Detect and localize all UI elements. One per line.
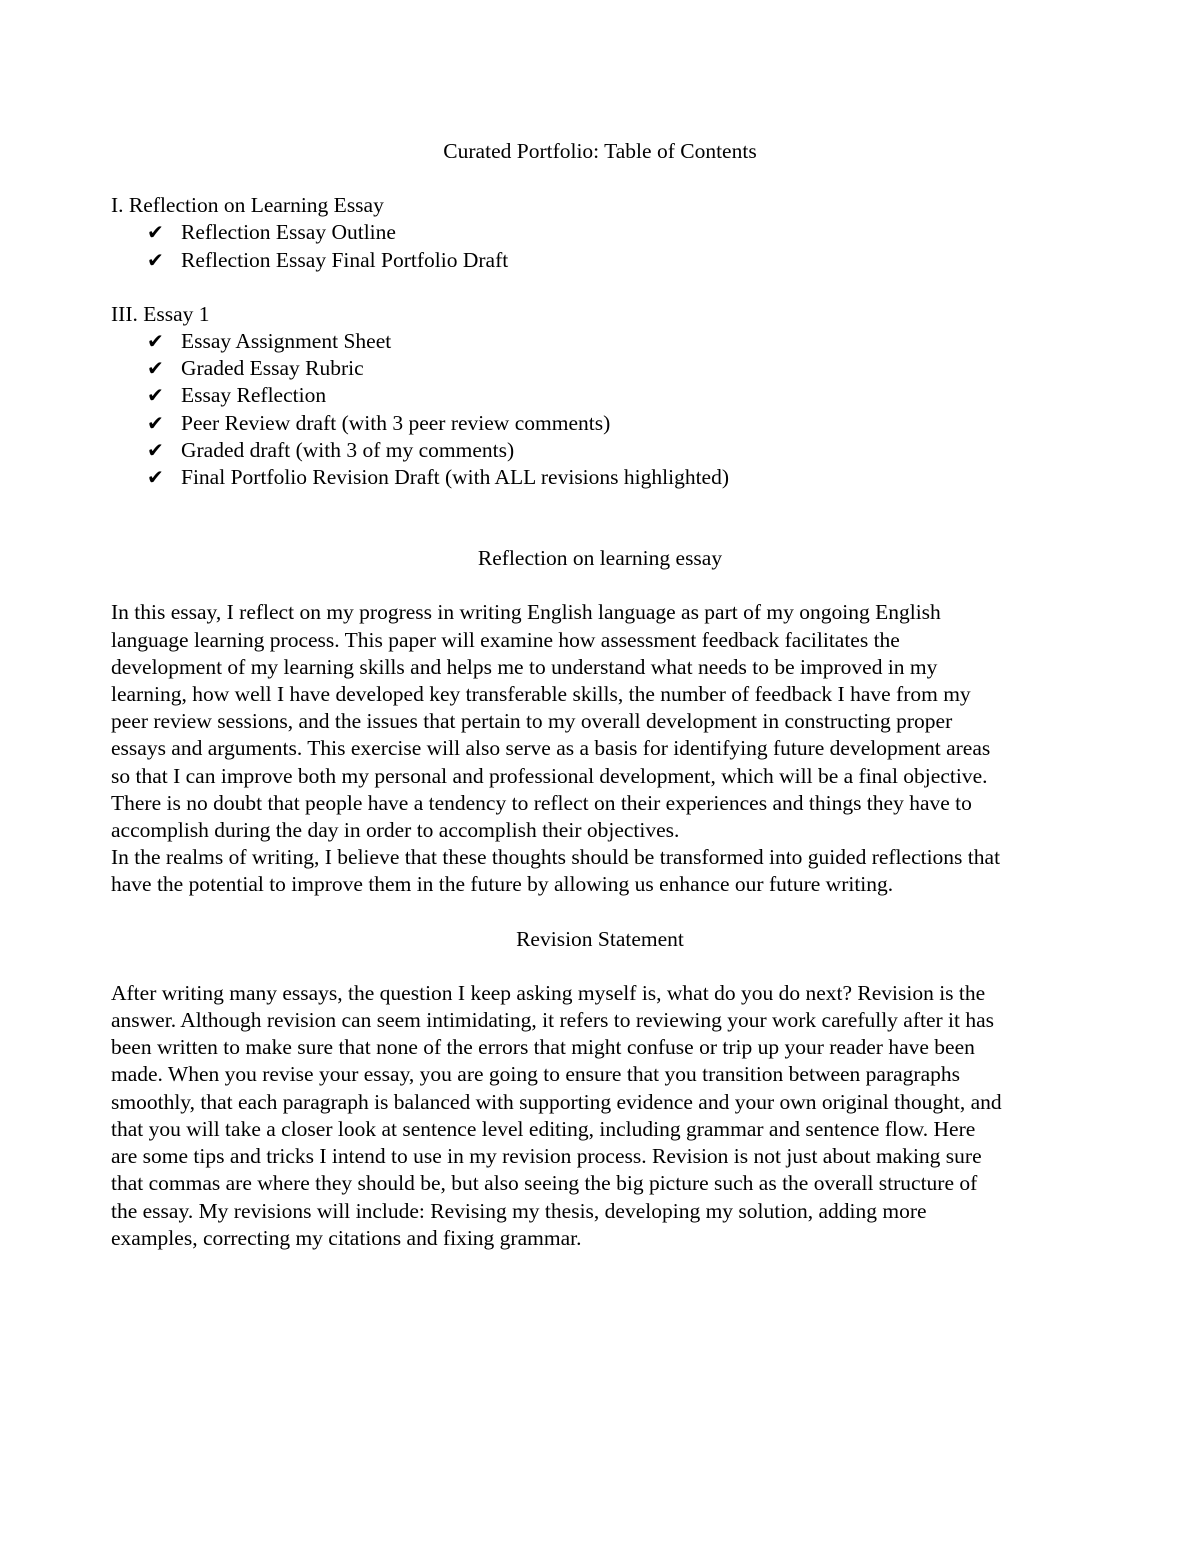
toc-section-label: III. Essay 1	[111, 301, 210, 326]
reflection-paragraph: In this essay, I reflect on my progress in writing English language as part of my ongoing English language learning process. This paper will examine how assessment feedback facilitates the development of my learning skills and helps me to understand what needs to be improved in my learning, how well I have developed key transferable skills, the number of feedback I have from my peer review sessions, and the issues that pertain to my overall development in constructing proper essays and arguments. This exercise will also serve as a basis for identifying future development areas so that I can improve both my personal and professional development, which will be a final objective. There is no doubt that people have a tendency to reflect on their experiences and things they have to accomplish during the day in order to accomplish their objectives. In the realms of writing, I believe that these thoughts should be transformed into guided reflections that have the potential to improve them in the future by allowing us enhance our future writing.	[111, 600, 1001, 897]
toc-section-label: I. Reflection on Learning Essay	[111, 193, 384, 218]
checkmark-icon: ✔	[147, 383, 164, 408]
document-page	[111, 138, 1101, 1252]
checkmark-icon: ✔	[147, 437, 164, 462]
toc-item-label: Essay Reflection	[181, 383, 327, 408]
toc-item	[147, 328, 1101, 355]
checkmark-icon: ✔	[147, 329, 164, 354]
spacer	[111, 165, 1101, 192]
toc-item-label: Reflection Essay Final Portfolio Draft	[181, 247, 509, 272]
reflection-heading: Reflection on learning essay	[477, 546, 723, 571]
toc-item-label: Peer Review draft (with 3 peer review comments)	[181, 410, 611, 435]
toc-checklist	[111, 328, 1101, 491]
checkmark-icon: ✔	[147, 356, 164, 381]
toc-item	[147, 247, 1101, 274]
toc-item-label: Final Portfolio Revision Draft (with ALL revisions highlighted)	[181, 465, 729, 490]
toc-checklist	[111, 219, 1101, 273]
toc-item	[147, 382, 1101, 409]
toc-title: Curated Portfolio: Table of Contents	[443, 139, 757, 163]
toc-item-label: Graded Essay Rubric	[181, 356, 364, 381]
checkmark-icon: ✔	[147, 465, 164, 490]
revision-heading: Revision Statement	[516, 926, 684, 951]
checkmark-icon: ✔	[147, 247, 164, 272]
spacer	[111, 491, 1101, 545]
toc-item	[147, 464, 1101, 491]
checkmark-icon: ✔	[147, 220, 164, 245]
toc-item	[147, 410, 1101, 437]
toc-item-label: Reflection Essay Outline	[181, 220, 396, 245]
spacer	[111, 953, 1101, 980]
toc-item-label: Essay Assignment Sheet	[181, 329, 392, 354]
toc-item	[147, 219, 1101, 246]
toc-section-2	[111, 301, 1101, 491]
spacer	[111, 572, 1101, 599]
toc-section-1	[111, 192, 1101, 274]
toc-item	[147, 355, 1101, 382]
toc-item-label: Graded draft (with 3 of my comments)	[181, 437, 515, 462]
checkmark-icon: ✔	[147, 410, 164, 435]
toc-item	[147, 437, 1101, 464]
spacer	[111, 274, 1101, 301]
revision-paragraph: After writing many essays, the question I keep asking myself is, what do you do next? Revision is the answer. Although revision can seem intimidating, it refers to reviewing your work carefully after it has been written to make sure that none of the errors that might confuse or trip up your reader have been made. When you revise your essay, you are going to ensure that you transition between paragraphs smoothly, that each paragraph is balanced with supporting evidence and your own original thought, and that you will take a closer look at sentence level editing, including grammar and sentence flow. Here are some tips and tricks I intend to use in my revision process. Revision is not just about making sure that commas are where they should be, but also seeing the big picture such as the overall structure of the essay. My revisions will include: Revising my thesis, developing my solution, adding more examples, correcting my citations and fixing grammar.	[111, 980, 1002, 1250]
spacer	[111, 899, 1101, 926]
